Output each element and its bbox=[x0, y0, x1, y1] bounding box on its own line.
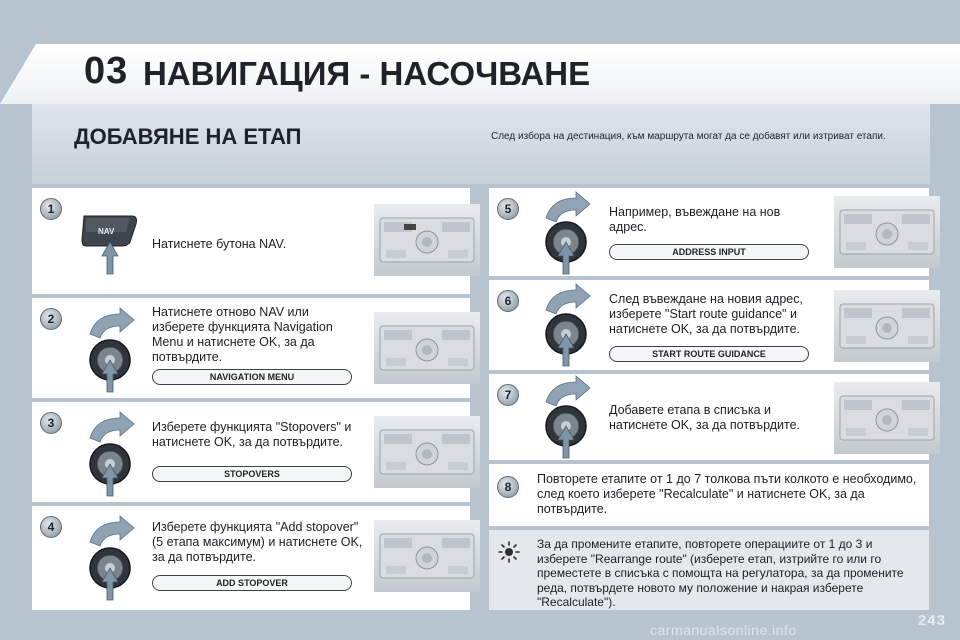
rotary-knob-icon bbox=[82, 408, 144, 498]
step-badge-2: 2 bbox=[40, 308, 62, 330]
head-unit-thumbnail-1 bbox=[374, 204, 480, 276]
step-badge-8: 8 bbox=[497, 476, 519, 498]
step-badge-7: 7 bbox=[497, 384, 519, 406]
head-unit-thumbnail-2 bbox=[374, 312, 480, 384]
head-unit-thumbnail-3 bbox=[374, 416, 480, 488]
pill-start-route-guidance: START ROUTE GUIDANCE bbox=[609, 346, 809, 362]
section-intro: След избора на дестинация, към маршрута могат да се добавят или изтриват етапи. bbox=[491, 131, 886, 142]
nav-button-icon bbox=[80, 212, 140, 276]
step-badge-3: 3 bbox=[40, 412, 62, 434]
step-badge-1: 1 bbox=[40, 198, 62, 220]
rotary-knob-icon bbox=[538, 374, 600, 460]
step-text-5: Например, въвеждане на нов адрес. bbox=[609, 205, 781, 234]
step-badge-6: 6 bbox=[497, 290, 519, 312]
step-text-4: Изберете функцията "Add stopover" (5 етапа максимум) и натиснете OK, за да потвърдите. bbox=[152, 520, 363, 564]
rotary-knob-icon bbox=[538, 190, 600, 276]
head-unit-thumbnail-5 bbox=[834, 196, 940, 268]
step-text-3: Изберете функцията "Stopovers" и натиснете OK, за да потвърдите. bbox=[152, 420, 352, 449]
pill-address-input: ADDRESS INPUT bbox=[609, 244, 809, 260]
step-text-2: Натиснете отново NAV или изберете функцията Navigation Menu и натиснете OK, за да потвърдите. bbox=[152, 305, 333, 364]
rotary-knob-icon bbox=[82, 512, 144, 602]
pill-stopovers: STOPOVERS bbox=[152, 466, 352, 482]
head-unit-thumbnail-7 bbox=[834, 382, 940, 454]
rotary-knob-icon bbox=[82, 304, 144, 394]
step-text-8: Повторете етапите от 1 до 7 толкова пъти колкото е необходимо, след което изберете "Recalculate" и натиснете OK, за да потвърдите. bbox=[537, 472, 917, 516]
page-title: НАВИГАЦИЯ - НАСОЧВАНЕ bbox=[143, 55, 591, 92]
tip-text: За да промените етапите, повторете операциите от 1 до 3 и изберете "Rearrange route" (изберете етап, изтрийте го или го преместете в списъка с помощта на регулатора, за да промените реда, потвърдете новото му положение и накрая изберете "Recalculate"). bbox=[537, 537, 904, 609]
step-badge-4: 4 bbox=[40, 516, 62, 538]
step-badge-5: 5 bbox=[497, 198, 519, 220]
nav-button-label: NAV bbox=[98, 227, 115, 236]
lightbulb-icon bbox=[497, 540, 521, 569]
step-text-1: Натиснете бутона NAV. bbox=[152, 237, 287, 251]
step-text-7: Добавете етапа в списъка и натиснете OK, за да потвърдите. bbox=[609, 403, 801, 432]
pill-navigation-menu: NAVIGATION MENU bbox=[152, 369, 352, 385]
chapter-number: 03 bbox=[84, 50, 129, 92]
watermark: carmanualsonline.info bbox=[650, 622, 797, 638]
pill-add-stopover: ADD STOPOVER bbox=[152, 575, 352, 591]
step-text-6: След въвеждане на новия адрес, изберете "Start route guidance" и натиснете OK, за да потвърдите. bbox=[609, 292, 803, 336]
head-unit-thumbnail-6 bbox=[834, 290, 940, 362]
page-number: 243 bbox=[917, 612, 946, 629]
head-unit-thumbnail-4 bbox=[374, 520, 480, 592]
section-title: ДОБАВЯНЕ НА ЕТАП bbox=[74, 124, 302, 149]
rotary-knob-icon bbox=[538, 282, 600, 368]
